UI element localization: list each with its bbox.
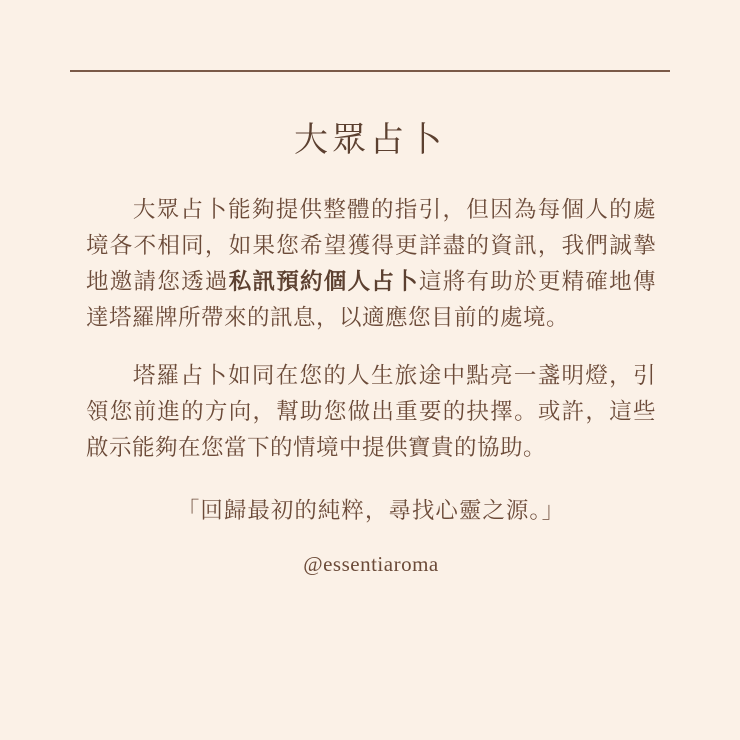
paragraph-1-emphasis: 私訊預約個人占卜 bbox=[228, 269, 419, 294]
paragraph-1-segment-3: 這將有助於更精確地傳達塔羅牌所帶來的訊息，以適應您目前的處境。 bbox=[86, 269, 656, 330]
header-divider bbox=[70, 70, 670, 72]
page-title: 大眾占卜 bbox=[294, 122, 446, 159]
closing-quote: 「回歸最初的純粹，尋找心靈之源。」 bbox=[176, 498, 566, 523]
social-handle: @essentiaroma bbox=[303, 552, 439, 576]
paragraph-2-segment-1: 塔羅占卜如同在您的人生旅途中點亮一盞明燈，引領您前進的方向，幫助您做出重要的抉擇。或許，這些啟示能夠在您當下的情境中提供寶貴的協助。 bbox=[86, 363, 656, 460]
paragraph-1 bbox=[86, 192, 656, 336]
document-body bbox=[86, 192, 656, 577]
paragraph-2 bbox=[86, 358, 656, 466]
paragraph-1-segment-1: 大眾占卜能夠提供整體的指引，但因為每個人的處境各不相同，如果您希望獲得更詳盡的資訊，我們誠摯地邀請您透過 bbox=[86, 197, 656, 294]
